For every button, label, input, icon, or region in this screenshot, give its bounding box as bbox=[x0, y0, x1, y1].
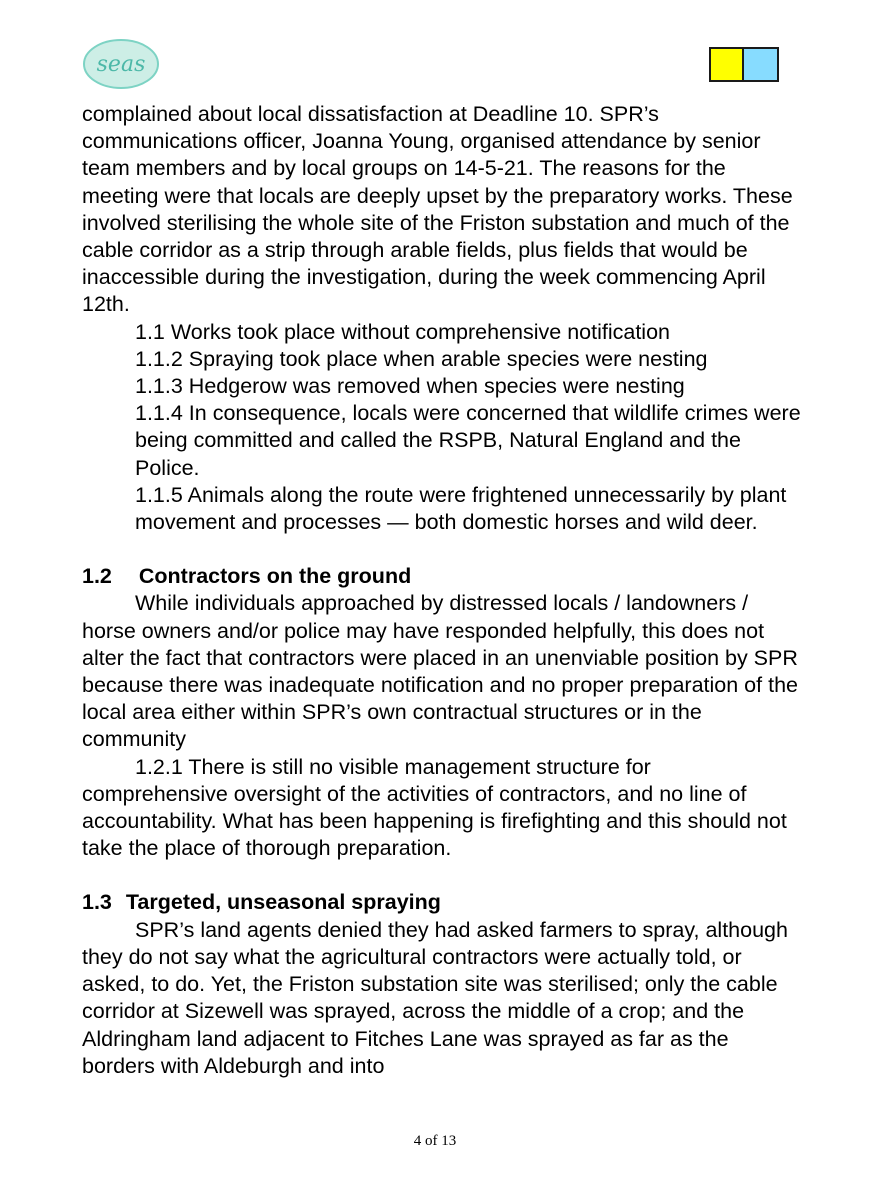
section-title: Contractors on the ground bbox=[138, 564, 412, 589]
section-title: Targeted, unseasonal spraying bbox=[125, 890, 441, 915]
section-1-2-paragraph: While individuals approached by distressed locals / landowners / horse owners and/or police may have responded helpfully, this does not alter the fact that contractors were placed in an unenviable position by SPR because there was inadequate notification and no proper preparation of the local area either within SPR’s own contractual structures or in the community bbox=[82, 591, 798, 752]
section-1-3-paragraph: SPR’s land agents denied they had asked farmers to spray, although they do not say what the agricultural contractors were actually told, or asked, to do. Yet, the Friston substation site was sterilised; only the cable corridor at Sizewell was sprayed, across the middle of a crop; and the Aldringham land adjacent to Fitches Lane was sprayed as far as the borders with Aldeburgh and into bbox=[82, 917, 788, 1078]
section-number: 1.2 bbox=[82, 564, 112, 589]
document-body bbox=[82, 101, 802, 1080]
section-heading-1-2 bbox=[82, 563, 802, 590]
blue-box bbox=[744, 47, 779, 82]
section-heading-1-3 bbox=[82, 889, 802, 916]
page-number: 4 of 13 bbox=[413, 1133, 457, 1149]
logo-text: seas bbox=[96, 52, 146, 77]
color-key-boxes bbox=[709, 47, 779, 82]
list-item: 1.1.5 Animals along the route were frightened unnecessarily by plant movement and processes — both domestic horses and wild deer. bbox=[135, 482, 787, 535]
yellow-box bbox=[709, 47, 744, 82]
seas-logo bbox=[82, 38, 160, 90]
intro-paragraph: complained about local dissatisfaction at Deadline 10. SPR’s communications officer, Joanna Young, organised attendance by senior team members and by local groups on 14-5-21. The reasons for the meeting were that locals are deeply upset by the preparatory works. These involved sterilising the whole site of the Friston substation and much of the cable corridor as a strip through arable fields, plus fields that would be inaccessible during the investigation, during the week commencing April 12th. bbox=[82, 102, 793, 317]
section-number: 1.3 bbox=[82, 890, 112, 915]
section-1-2-1-paragraph: 1.2.1 There is still no visible management structure for comprehensive oversight of the activities of contractors, and no line of accountability. What has been happening is firefighting and this should not take the place of thorough preparation. bbox=[82, 754, 787, 861]
list-item: 1.1.4 In consequence, locals were concerned that wildlife crimes were being committed and called the RSPB, Natural England and the Police. bbox=[135, 401, 801, 480]
list-item: 1.1.2 Spraying took place when arable species were nesting bbox=[135, 346, 708, 371]
list-item: 1.1.3 Hedgerow was removed when species were nesting bbox=[135, 374, 685, 399]
list-item: 1.1 Works took place without comprehensive notification bbox=[135, 319, 670, 344]
